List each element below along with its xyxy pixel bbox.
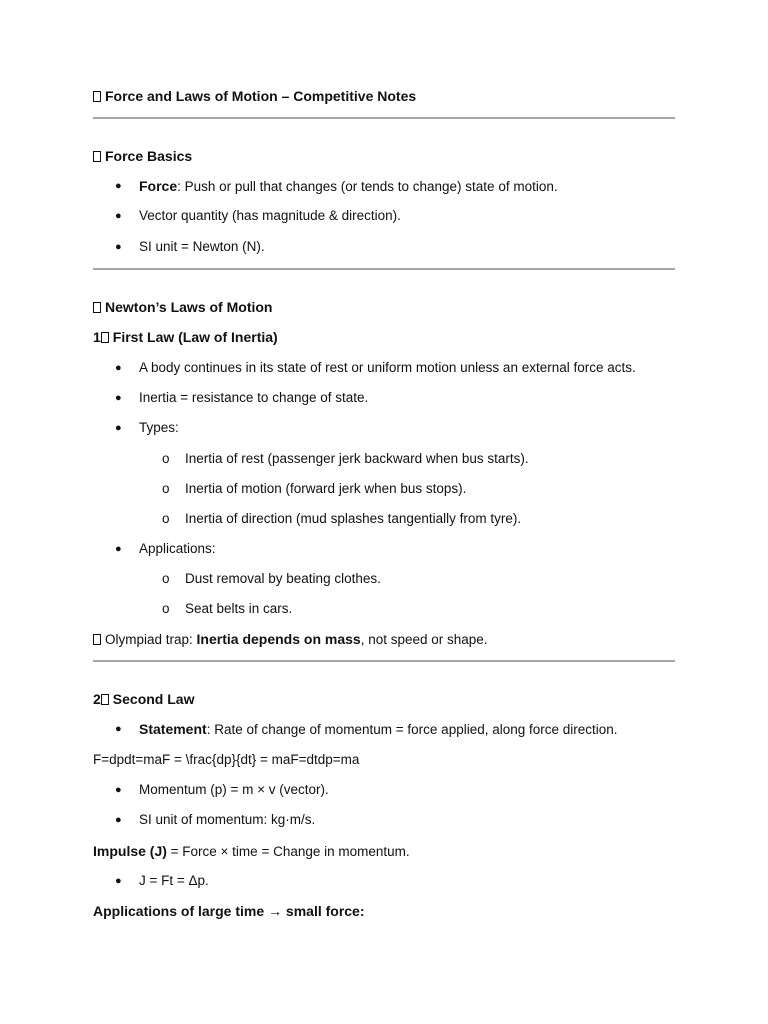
impulse-definition: Impulse (J) = Force × time = Change in momentum. [93, 843, 410, 859]
sub-bullet-icon: o [162, 601, 170, 616]
bullet-icon: ● [115, 814, 122, 826]
bullet-icon: ● [115, 422, 122, 434]
missing-glyph-icon [93, 634, 101, 645]
applications-heading: Applications of large time → small force: [93, 903, 365, 919]
sub-bullet-icon: o [162, 481, 170, 496]
sub-bullet-icon: o [162, 451, 170, 466]
formula-text: F=dpdt=maF = \frac{dp}{dt} = maF=dtdp​=ma [93, 752, 360, 767]
first-law-heading: 1 First Law (Law of Inertia) [93, 329, 278, 345]
bullet-icon: ● [115, 723, 122, 735]
bullet-icon: ● [115, 784, 122, 796]
sub-bullet-icon: o [162, 571, 170, 586]
bullet-icon: ● [115, 210, 122, 222]
bullet-icon: ● [115, 543, 122, 555]
bullet-icon: ● [115, 180, 122, 192]
sub-bullet-icon: o [162, 511, 170, 526]
missing-glyph-icon [101, 332, 109, 343]
missing-glyph-icon [101, 694, 109, 705]
divider [93, 268, 675, 270]
document-title: Force and Laws of Motion – Competitive Notes [93, 87, 416, 105]
bullet-icon: ● [115, 875, 122, 887]
section-heading-newtons-laws: Newton’s Laws of Motion [93, 298, 272, 316]
second-law-heading: 2 Second Law [93, 691, 195, 707]
missing-glyph-icon [93, 302, 101, 313]
olympiad-trap-note: Olympiad trap: Inertia depends on mass, not speed or shape. [93, 630, 488, 649]
divider [93, 660, 675, 662]
missing-glyph-icon [93, 151, 101, 162]
bullet-icon: ● [115, 392, 122, 404]
section-heading-force-basics: Force Basics [93, 147, 192, 165]
missing-glyph-icon [93, 91, 101, 102]
bullet-icon: ● [115, 241, 122, 253]
bullet-icon: ● [115, 362, 122, 374]
divider [93, 117, 675, 119]
